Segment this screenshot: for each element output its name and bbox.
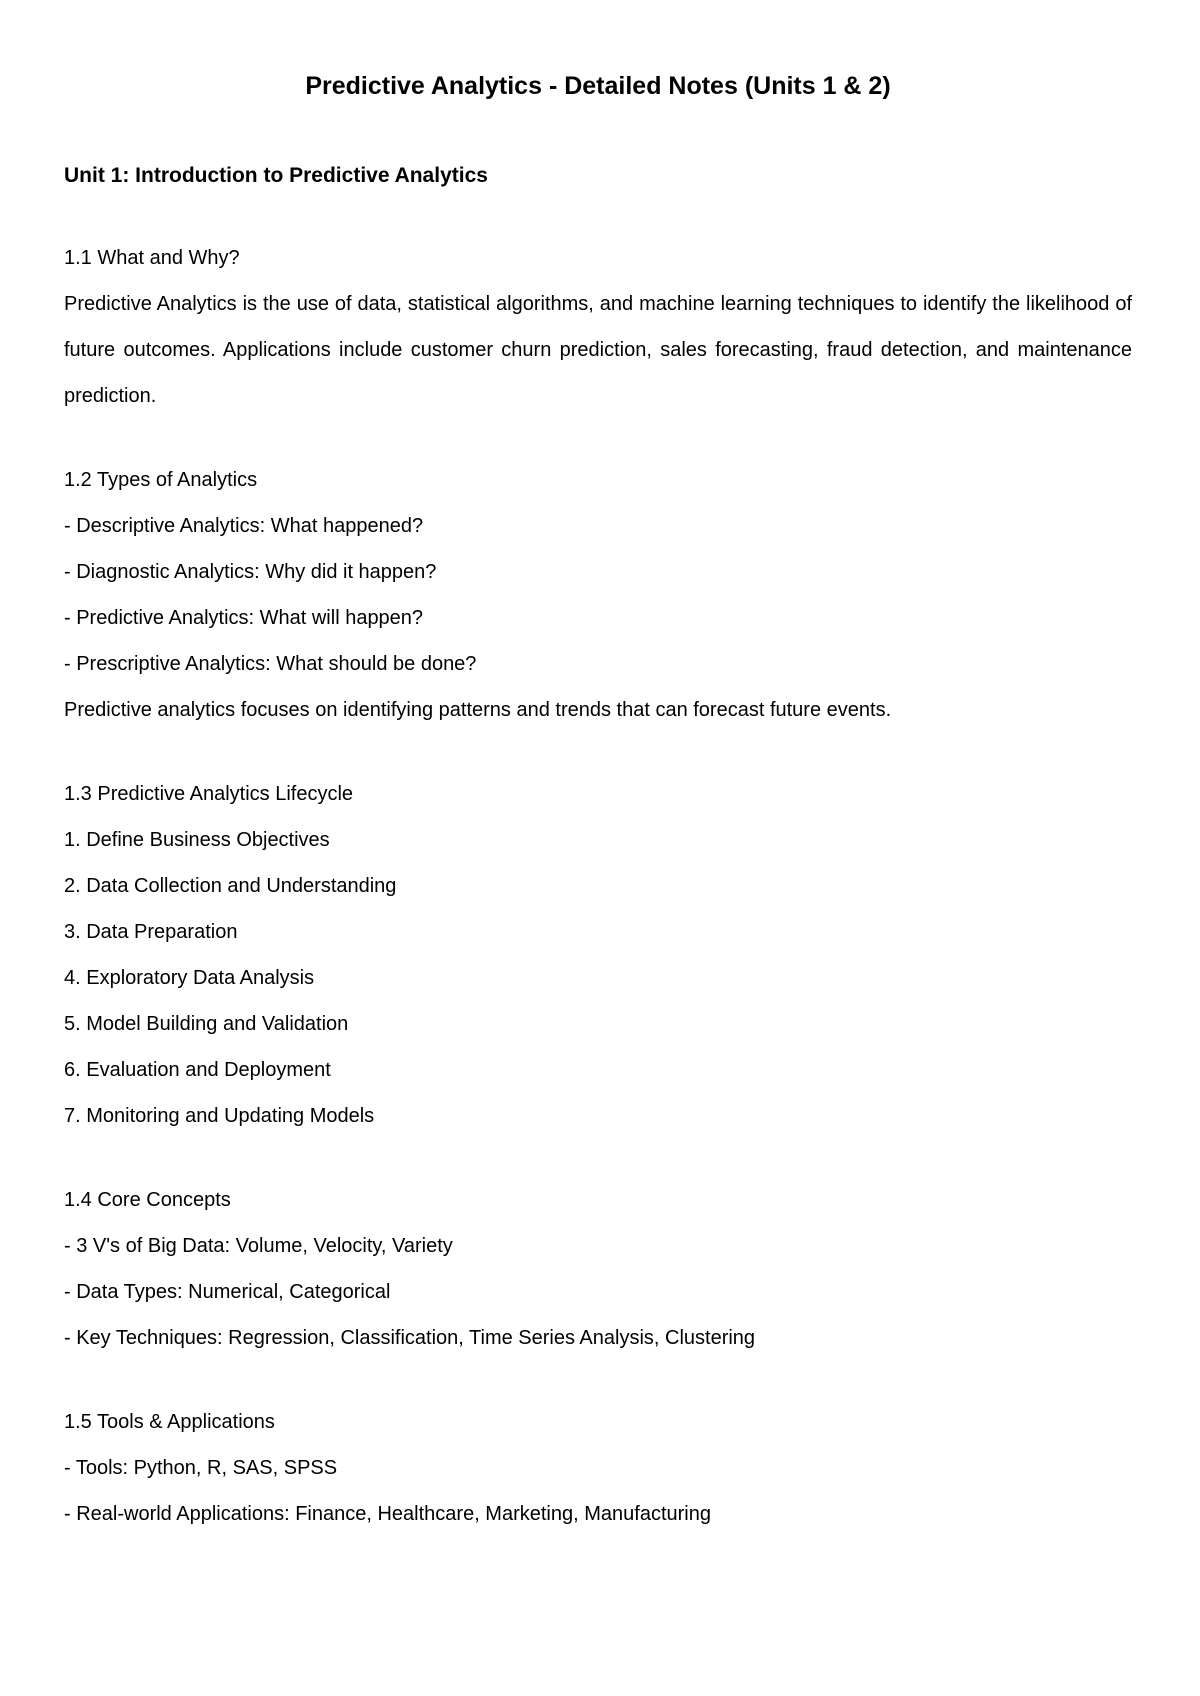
section-types-of-analytics bbox=[64, 457, 1132, 733]
list-item: - Key Techniques: Regression, Classification, Time Series Analysis, Clustering bbox=[64, 1327, 756, 1349]
section-heading: 1.3 Predictive Analytics Lifecycle bbox=[64, 783, 354, 805]
list-item: 6. Evaluation and Deployment bbox=[64, 1059, 331, 1081]
section-what-and-why bbox=[64, 235, 1132, 419]
section-note: Predictive analytics focuses on identifying patterns and trends that can forecast future events. bbox=[64, 699, 892, 721]
list-item: - Diagnostic Analytics: Why did it happen? bbox=[64, 561, 437, 583]
list-item: - Tools: Python, R, SAS, SPSS bbox=[64, 1457, 338, 1479]
list-item: 7. Monitoring and Updating Models bbox=[64, 1105, 375, 1127]
section-heading: 1.5 Tools & Applications bbox=[64, 1411, 275, 1433]
section-tools-applications bbox=[64, 1399, 1132, 1537]
list-item: 2. Data Collection and Understanding bbox=[64, 875, 397, 897]
list-item: - Prescriptive Analytics: What should be done? bbox=[64, 653, 477, 675]
unit-heading: Unit 1: Introduction to Predictive Analytics bbox=[64, 164, 488, 187]
section-heading: 1.2 Types of Analytics bbox=[64, 469, 258, 491]
section-core-concepts bbox=[64, 1177, 1132, 1361]
list-item: - Descriptive Analytics: What happened? bbox=[64, 515, 424, 537]
section-lifecycle bbox=[64, 771, 1132, 1139]
list-item: 4. Exploratory Data Analysis bbox=[64, 967, 315, 989]
section-paragraph: Predictive Analytics is the use of data, statistical algorithms, and machine learning techniques to identify the likelihood of future outcomes. Applications include customer churn prediction, sales forecasting, fraud detection, and maintenance prediction. bbox=[64, 293, 1132, 407]
list-item: 5. Model Building and Validation bbox=[64, 1013, 349, 1035]
list-item: 1. Define Business Objectives bbox=[64, 829, 330, 851]
section-heading: 1.4 Core Concepts bbox=[64, 1189, 231, 1211]
list-item: - Predictive Analytics: What will happen? bbox=[64, 607, 424, 629]
list-item: - Real-world Applications: Finance, Healthcare, Marketing, Manufacturing bbox=[64, 1503, 711, 1525]
document-title: Predictive Analytics - Detailed Notes (Units 1 & 2) bbox=[305, 72, 891, 100]
list-item: - Data Types: Numerical, Categorical bbox=[64, 1281, 391, 1303]
list-item: - 3 V's of Big Data: Volume, Velocity, Variety bbox=[64, 1235, 453, 1257]
section-heading: 1.1 What and Why? bbox=[64, 247, 240, 269]
list-item: 3. Data Preparation bbox=[64, 921, 238, 943]
